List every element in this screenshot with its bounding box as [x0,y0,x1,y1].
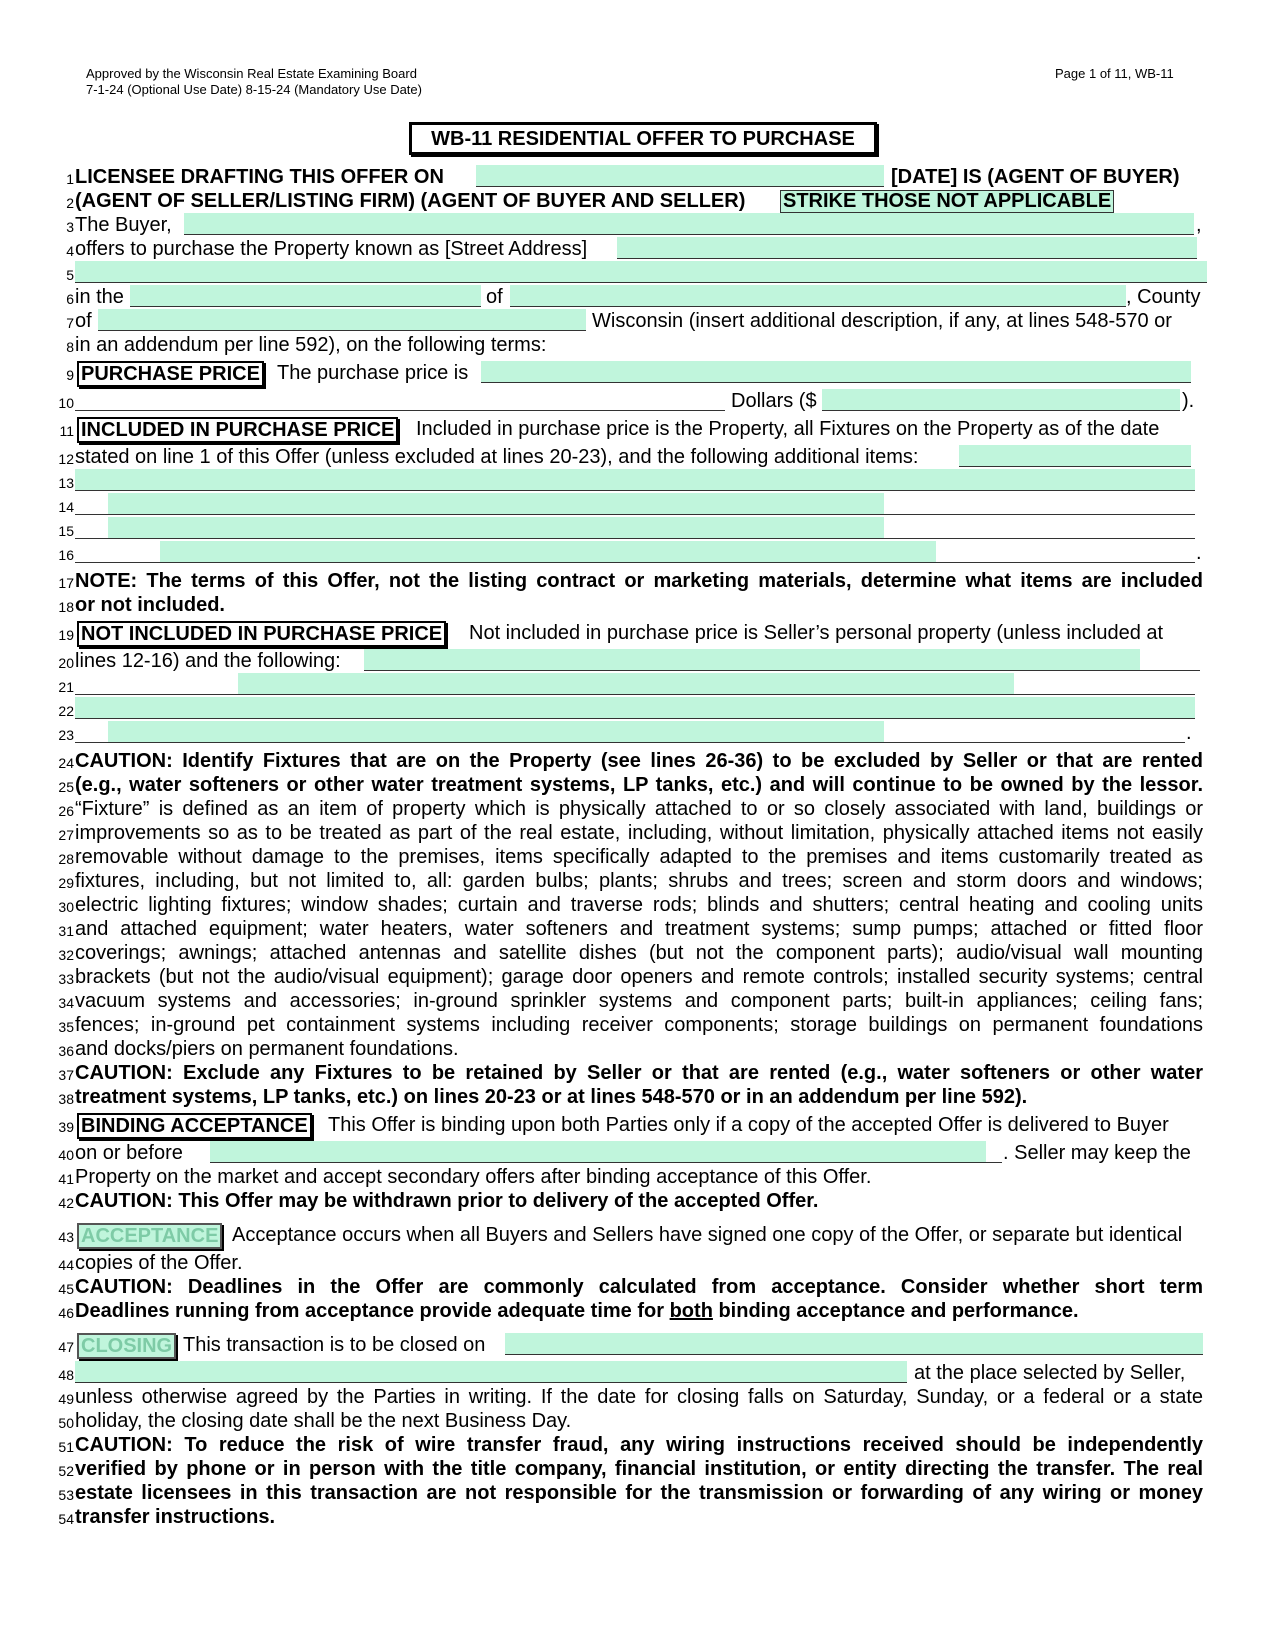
l33-text: brackets (but not the audio/visual equipment); garage door openers and remote controls; installed security systems; central [75,966,1203,988]
page-number: Page 1 of 11, WB-11 [1055,66,1174,81]
l3-buyer-label: The Buyer, [75,214,172,236]
purchase-price-words-field[interactable] [481,361,1191,383]
line-number: 28 [58,851,74,867]
line-number: 3 [66,219,74,235]
purchase-price-amount-field[interactable] [822,389,1180,411]
line-number: 35 [58,1019,74,1035]
line-number: 51 [58,1439,74,1455]
line-number: 27 [58,827,74,843]
use-dates: 7-1-24 (Optional Use Date) 8-15-24 (Mandatory Use Date) [86,82,422,97]
l40-text-a: on or before [75,1142,183,1164]
municipality-name-field[interactable] [510,285,1126,307]
l19-text: Not included in purchase price is Seller’s personal property (unless included at [469,622,1164,644]
street-address-field[interactable] [617,237,1197,259]
line-number: 41 [58,1171,74,1187]
closing-date-field[interactable] [505,1333,1203,1355]
l39-text: This Offer is binding upon both Parties only if a copy of the accepted Offer is delivered to Buyer [328,1114,1169,1136]
line-number: 54 [58,1511,74,1527]
acceptance-heading: ACCEPTANCE [77,1223,222,1249]
line-number: 49 [58,1391,74,1407]
line-number: 52 [58,1463,74,1479]
l11-text: Included in purchase price is the Property, all Fixtures on the Property as of the date [416,418,1160,440]
l46-both: both [669,1300,713,1322]
line-number: 21 [58,679,74,695]
l6-in-the: in the [75,286,124,308]
l25-caution: (e.g., water softeners or other water treatment systems, LP tanks, etc.) and will continue to be owned by the lessor. [75,774,1203,796]
l6-of: of [486,286,503,308]
l10-close: ). [1182,390,1195,412]
not-included-heading: NOT INCLUDED IN PURCHASE PRICE [77,621,446,647]
line-number: 7 [66,315,74,331]
l51-caution: CAUTION: To reduce the risk of wire transfer fraud, any wiring instructions received should be independently [75,1434,1203,1456]
county-name-field[interactable] [98,309,586,331]
l50-text: holiday, the closing date shall be the next Business Day. [75,1410,572,1432]
l35-text: fences; in-ground pet containment systems including receiver components; storage buildings on permanent foundations [75,1014,1203,1036]
not-included-field-1[interactable] [364,649,1140,671]
buyer-name-field[interactable] [184,213,1194,235]
line-number: 46 [58,1305,74,1321]
line-number: 37 [58,1067,74,1083]
line-number: 18 [58,599,74,615]
line-number: 2 [66,195,74,211]
l53-caution: estate licensees in this transaction are not responsible for the transmission or forwarding of any wiring or money [75,1482,1203,1504]
l12-text: stated on line 1 of this Offer (unless excluded at lines 20-23), and the following additional items: [75,446,919,468]
l10-dollars: Dollars ($ [731,390,817,412]
l48-text: at the place selected by Seller, [914,1362,1186,1384]
line-number: 42 [58,1195,74,1211]
l38-caution: treatment systems, LP tanks, etc.) on lines 20-23 or at lines 548-570 or in an addendum per line 592). [75,1086,1028,1108]
municipality-type-field[interactable] [130,285,481,307]
line-number: 13 [58,475,74,491]
l42-caution: CAUTION: This Offer may be withdrawn prior to delivery of the accepted Offer. [75,1190,819,1212]
l37-caution: CAUTION: Exclude any Fixtures to be retained by Seller or that are rented (e.g., water softeners or other water [75,1062,1203,1084]
l49-text: unless otherwise agreed by the Parties in writing. If the date for closing falls on Saturday, Sunday, or a federal or a state [75,1386,1203,1408]
l44-text: copies of the Offer. [75,1252,243,1274]
l26-text: “Fixture” is defined as an item of property which is physically attached to or so closely associated with land, buildings or [75,798,1203,820]
l3-comma: , [1196,214,1202,236]
line-number: 53 [58,1487,74,1503]
l20-text: lines 12-16) and the following: [75,650,341,672]
l31-text: and attached equipment; water heaters, water softeners and treatment systems; sump pumps; attached or fitted floor [75,918,1203,940]
l43-text: Acceptance occurs when all Buyers and Sellers have signed one copy of the Offer, or separate but identical [232,1224,1183,1246]
line-number: 44 [58,1257,74,1273]
included-items-field-5[interactable] [160,541,936,563]
l7-text: Wisconsin (insert additional description, if any, at lines 548-570 or [592,310,1172,332]
line-number: 5 [66,267,74,283]
l4-text: offers to purchase the Property known as [Street Address] [75,238,588,260]
line-number: 16 [58,547,74,563]
l28-text: removable without damage to the premises, items specifically adapted to the premises and items customarily treated as [75,846,1203,868]
l23-period: . [1186,722,1192,744]
line-number: 10 [58,395,74,411]
line-number: 48 [58,1367,74,1383]
line-number: 15 [58,523,74,539]
l45-caution: CAUTION: Deadlines in the Offer are commonly calculated from acceptance. Consider whether short term [75,1276,1203,1298]
line-number: 22 [58,703,74,719]
line-number: 26 [58,803,74,819]
line-number: 14 [58,499,74,515]
l52-caution: verified by phone or in person with the title company, financial institution, or entity directing the transfer. The real [75,1458,1203,1480]
line-number: 19 [58,627,74,643]
line-number: 38 [58,1091,74,1107]
line-number: 25 [58,779,74,795]
l46-part-a: Deadlines running from acceptance provide adequate time for [75,1300,670,1322]
l8-text: in an addendum per line 592), on the following terms: [75,334,547,356]
l24-caution: CAUTION: Identify Fixtures that are on the Property (see lines 26-36) to be excluded by Seller or that are rented [75,750,1203,772]
l36-text: and docks/piers on permanent foundations. [75,1038,459,1060]
closing-date-line2-field[interactable] [75,1361,907,1383]
included-items-field-1[interactable] [959,445,1191,467]
line-number: 39 [58,1119,74,1135]
form-title: WB-11 RESIDENTIAL OFFER TO PURCHASE [409,122,877,155]
l47-text: This transaction is to be closed on [183,1334,486,1356]
l46-caution [75,1299,1079,1323]
l27-text: improvements so as to be treated as part of the real estate, including, without limitation, physically attached items not easily [75,822,1203,844]
l30-text: electric lighting fixtures; window shades; curtain and traverse rods; blinds and shutters; central heating and cooling units [75,894,1203,916]
line-number: 31 [58,923,74,939]
binding-acceptance-heading: BINDING ACCEPTANCE [77,1113,312,1139]
line-number: 8 [66,339,74,355]
closing-heading: CLOSING [77,1333,176,1359]
included-heading: INCLUDED IN PURCHASE PRICE [77,417,398,443]
line-number: 9 [66,367,74,383]
line-number: 33 [58,971,74,987]
line-number: 32 [58,947,74,963]
line-number: 47 [58,1339,74,1355]
l9-text: The purchase price is [277,362,469,384]
line-number: 24 [58,755,74,771]
line-number: 11 [59,423,74,439]
l17-note: NOTE: The terms of this Offer, not the listing contract or marketing materials, determine what items are included [75,570,1203,592]
included-items-field-3[interactable] [108,493,884,515]
line-number: 45 [58,1281,74,1297]
line-number: 40 [58,1147,74,1163]
purchase-price-words-line2[interactable] [75,389,725,411]
line-number: 17 [58,575,74,591]
purchase-price-heading: PURCHASE PRICE [77,361,264,387]
line-number: 50 [58,1415,74,1431]
l46-part-b: binding acceptance and performance. [712,1300,1079,1322]
included-items-field-4[interactable] [108,517,884,539]
line-number: 6 [66,291,74,307]
l40-text-b: . Seller may keep the [1003,1142,1191,1164]
l2-text-a: (AGENT OF SELLER/LISTING FIRM) (AGENT OF BUYER AND SELLER) [75,190,746,212]
line-number: 43 [58,1229,74,1245]
line-number: 12 [58,451,74,467]
line-number: 1 [66,171,74,187]
l29-text: fixtures, including, but not limited to, all: garden bulbs; plants; shrubs and trees; screen and storm doors and windows; [75,870,1203,892]
line-number: 36 [58,1043,74,1059]
line-number: 34 [58,995,74,1011]
not-included-field-2[interactable] [238,673,1014,695]
not-included-field-3[interactable] [75,697,1195,719]
l7-of: of [75,310,92,332]
l41-text: Property on the market and accept secondary offers after binding acceptance of this Offer. [75,1166,872,1188]
line-number: 29 [58,875,74,891]
street-address-line2-field[interactable] [75,261,1207,283]
line-number: 4 [66,243,74,259]
l1-text-a: LICENSEE DRAFTING THIS OFFER ON [75,166,444,188]
strike-not-applicable[interactable]: STRIKE THOSE NOT APPLICABLE [780,190,1114,213]
line-number: 20 [58,655,74,671]
l6-county: , County [1126,286,1201,308]
line-number: 30 [58,899,74,915]
offer-date-field[interactable] [476,165,884,187]
line-number: 23 [58,727,74,743]
approval-note: Approved by the Wisconsin Real Estate Examining Board [86,66,417,81]
l16-period: . [1196,542,1202,564]
l32-text: coverings; awnings; attached antennas and satellite dishes (but not the component parts); audio/visual wall mounting [75,942,1203,964]
not-included-field-4[interactable] [108,721,884,743]
l18-note: or not included. [75,594,225,616]
included-items-field-2[interactable] [75,469,1195,491]
l34-text: vacuum systems and accessories; in-ground sprinkler systems and component parts; built-in appliances; ceiling fans; [75,990,1203,1012]
l54-caution: transfer instructions. [75,1506,276,1528]
binding-deadline-field[interactable] [210,1141,986,1163]
l1-text-b: [DATE] IS (AGENT OF BUYER) [891,166,1180,188]
